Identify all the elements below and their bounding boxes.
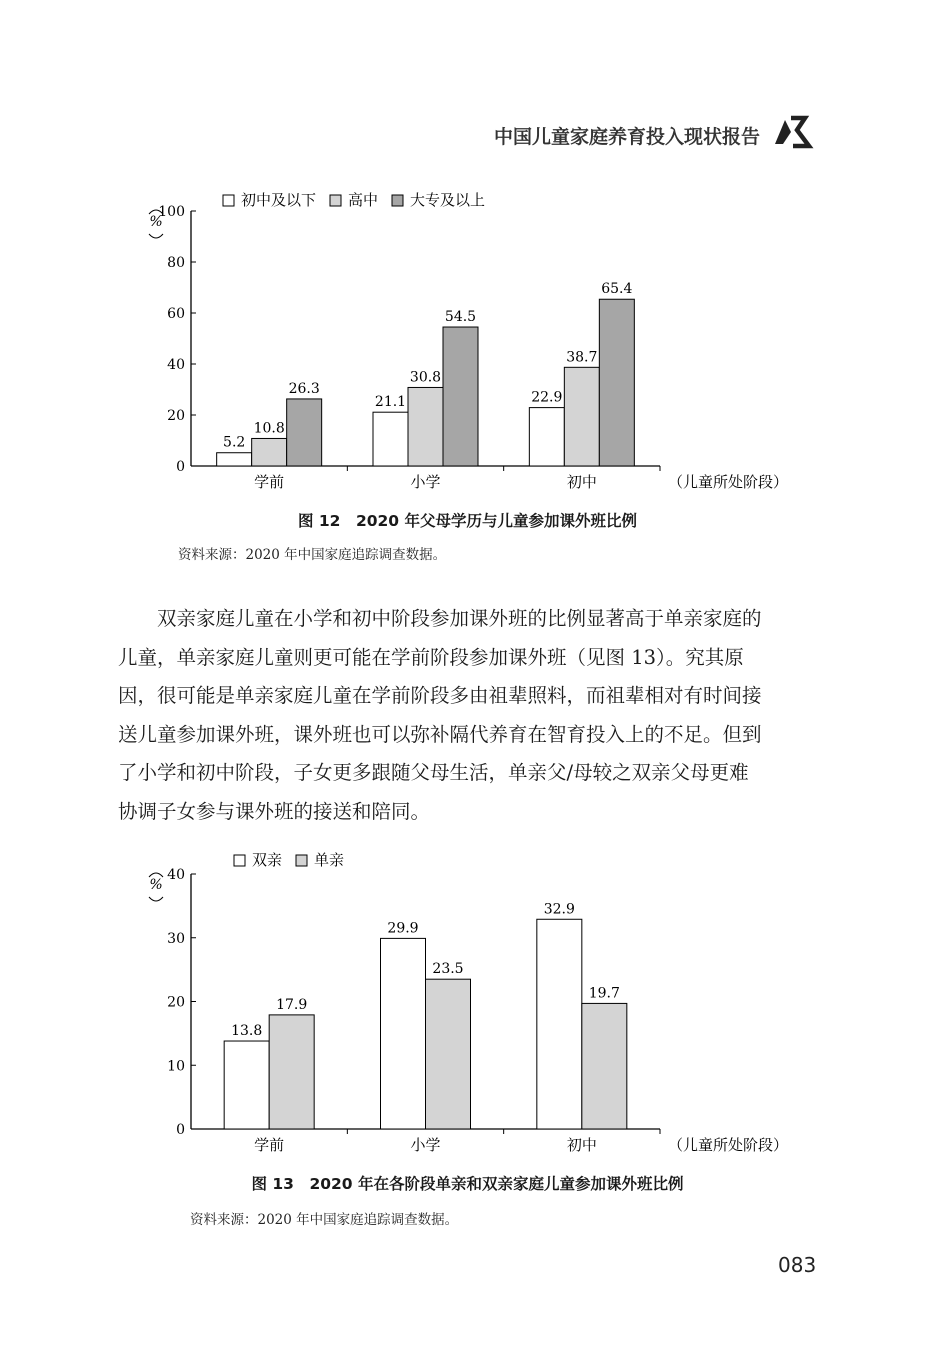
figure-13-caption: 图 13 2020 年在各阶段单亲和双亲家庭儿童参加课外班比例 <box>251 1175 684 1193</box>
data-label: 65.4 <box>601 281 633 298</box>
bar <box>443 327 478 466</box>
figure-12-caption: 图 12 2020 年父母学历与儿童参加课外班比例 <box>297 512 637 530</box>
bar <box>224 1041 269 1129</box>
x-tick-label: 学前 <box>254 473 285 491</box>
page-number: 083 <box>778 1253 817 1277</box>
body-line: 双亲家庭儿童在小学和初中阶段参加课外班的比例显著高于单亲家庭的 <box>157 607 762 630</box>
x-tick-label: 初中 <box>566 473 597 491</box>
y-unit-bracket-bottom <box>149 897 163 901</box>
x-tick-label: 小学 <box>410 1136 441 1154</box>
body-line: 儿童，单亲家庭儿童则更可能在学前阶段参加课外班（见图 13）。究其原 <box>118 645 744 669</box>
legend-label: 大专及以上 <box>410 191 486 209</box>
y-tick-label: 0 <box>176 459 185 475</box>
legend-label: 双亲 <box>252 851 283 869</box>
chart-figure-12 <box>0 175 935 505</box>
data-label: 17.9 <box>276 996 308 1013</box>
y-axis-unit: % <box>149 877 163 893</box>
body-line: 因，很可能是单亲家庭儿童在学前阶段多由祖辈照料，而祖辈相对有时间接 <box>118 684 762 707</box>
bar <box>599 299 634 466</box>
y-tick-label: 10 <box>167 1058 185 1075</box>
bar <box>269 1015 314 1129</box>
data-label: 22.9 <box>531 389 563 406</box>
bar <box>529 408 564 466</box>
running-header-title: 中国儿童家庭养育投入现状报告 <box>493 126 760 148</box>
data-label: 38.7 <box>566 349 598 366</box>
bar <box>373 412 408 466</box>
chapter-logo-icon <box>771 114 815 150</box>
y-tick-label: 30 <box>167 930 185 947</box>
legend-label: 高中 <box>348 191 379 209</box>
bar <box>287 399 322 466</box>
data-label: 13.8 <box>231 1023 263 1040</box>
chart-figure-13 <box>0 840 935 1160</box>
y-axis-unit: % <box>149 214 163 230</box>
data-label: 29.9 <box>387 920 419 937</box>
y-tick-label: 80 <box>167 255 185 271</box>
legend-label: 初中及以下 <box>241 191 317 209</box>
body-paragraph <box>118 600 814 831</box>
x-tick-label: 学前 <box>254 1136 285 1154</box>
body-line: 了小学和初中阶段，子女更多跟随父母生活，单亲父/母较之双亲父母更难 <box>118 761 749 784</box>
legend-swatch <box>392 195 403 206</box>
y-tick-label: 40 <box>167 867 185 883</box>
data-label: 30.8 <box>409 369 442 386</box>
body-line: 协调子女参与课外班的接送和陪同。 <box>118 799 431 823</box>
bar <box>564 367 599 466</box>
x-tick-label: 初中 <box>566 1136 597 1154</box>
data-label: 10.8 <box>253 420 285 437</box>
bar <box>217 453 252 466</box>
figure-13-source: 资料来源：2020 年中国家庭追踪调查数据。 <box>190 1212 459 1228</box>
legend-swatch <box>296 855 307 866</box>
data-label: 23.5 <box>432 961 464 978</box>
data-label: 21.1 <box>374 394 407 411</box>
y-tick-label: 0 <box>176 1122 185 1138</box>
y-tick-label: 20 <box>167 994 185 1011</box>
y-tick-label: 40 <box>167 357 185 373</box>
body-line: 送儿童参加课外班，课外班也可以弥补隔代养育在智育投入上的不足。但到 <box>118 722 762 746</box>
bar <box>381 938 426 1129</box>
y-tick-label: 60 <box>167 306 185 322</box>
y-tick-label: 20 <box>167 408 185 424</box>
legend-swatch <box>330 195 341 206</box>
x-tick-label: 小学 <box>410 473 441 491</box>
legend-label: 单亲 <box>314 851 345 869</box>
bar <box>252 438 287 466</box>
figure-12-source: 资料来源：2020 年中国家庭追踪调查数据。 <box>178 547 447 563</box>
y-unit-bracket-bottom <box>149 234 163 238</box>
data-label: 5.2 <box>223 434 246 451</box>
bar <box>426 979 471 1129</box>
bar <box>582 1003 627 1129</box>
bar <box>537 919 582 1129</box>
y-tick-label: 100 <box>158 204 185 220</box>
legend-swatch <box>223 195 234 206</box>
x-axis-label: （儿童所处阶段） <box>668 1136 789 1154</box>
data-label: 26.3 <box>288 380 320 397</box>
legend-swatch <box>234 855 245 866</box>
data-label: 54.5 <box>444 309 477 326</box>
bar <box>408 387 443 466</box>
data-label: 32.9 <box>543 901 575 918</box>
x-axis-label: （儿童所处阶段） <box>668 473 789 491</box>
data-label: 19.7 <box>588 985 620 1002</box>
